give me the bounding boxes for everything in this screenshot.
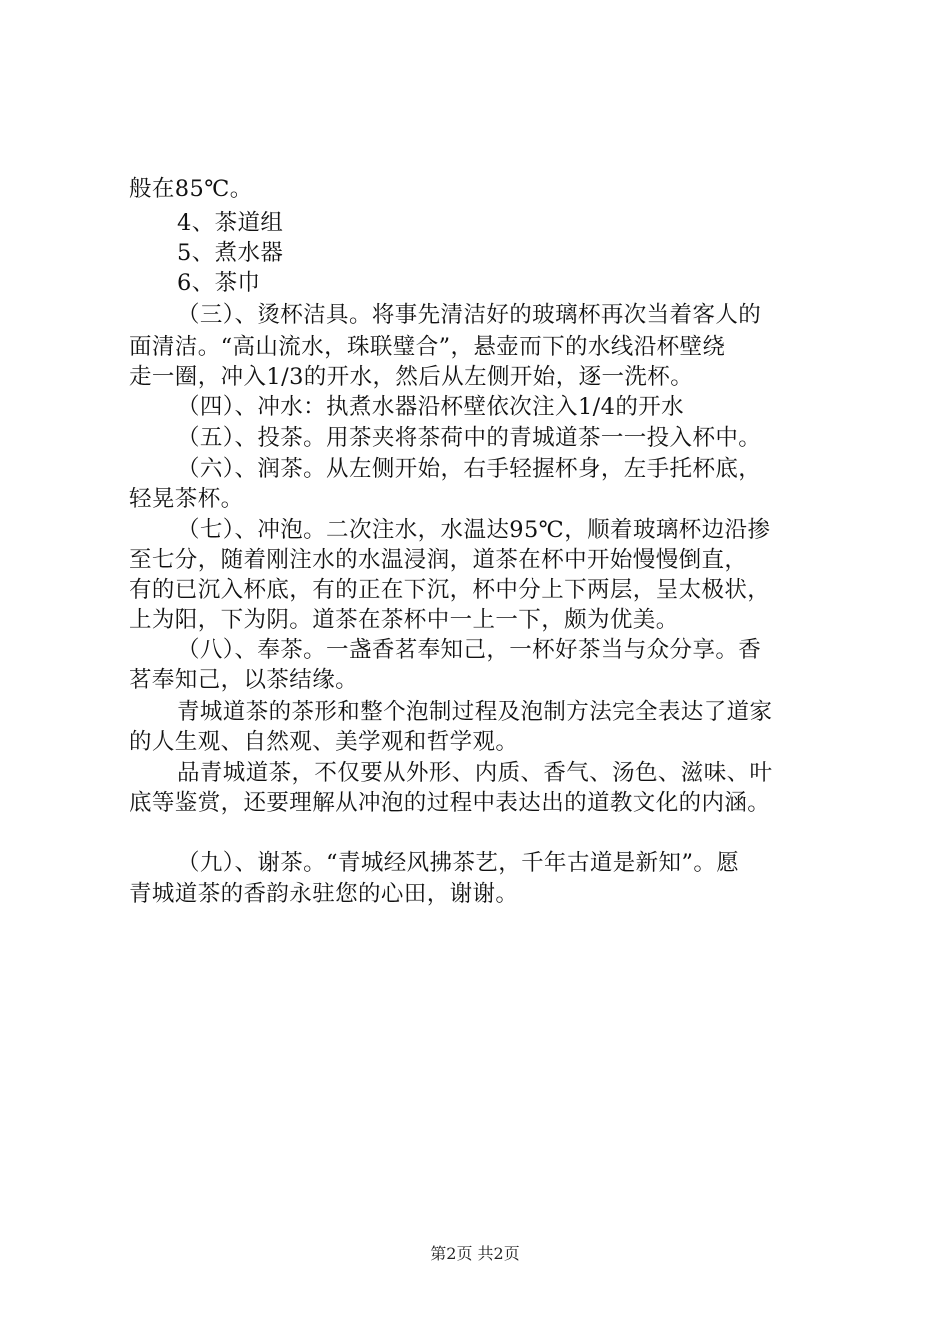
paragraph-line: 走一圈，冲入1/3的开水，然后从左侧开始，逐一洗杯。 bbox=[129, 364, 694, 390]
paragraph-line: （七）、冲泡。二次注水，水温达95℃，顺着玻璃杯边沿掺 bbox=[177, 517, 771, 543]
paragraph-line: （四）、冲水：执煮水器沿杯壁依次注入1/4的开水 bbox=[177, 394, 685, 420]
paragraph-line: 青城道茶的茶形和整个泡制过程及泡制方法完全表达了道家 bbox=[177, 699, 773, 725]
paragraph-line: 青城道茶的香韵永驻您的心田，谢谢。 bbox=[129, 881, 519, 907]
paragraph-line: （八）、奉茶。一盏香茗奉知己，一杯好茶当与众分享。香 bbox=[177, 637, 762, 663]
paragraph-line: 有的已沉入杯底，有的正在下沉，杯中分上下两层，呈太极状， bbox=[129, 577, 771, 603]
list-item: 5、煮水器 bbox=[177, 240, 284, 266]
list-item: 4、茶道组 bbox=[177, 210, 284, 236]
page-footer: 第2页 共2页 bbox=[430, 1244, 520, 1263]
paragraph-line: 底等鉴赏，还要理解从冲泡的过程中表达出的道教文化的内涵。 bbox=[129, 790, 771, 816]
paragraph-line: 上为阳，下为阴。道茶在茶杯中一上一下，颇为优美。 bbox=[129, 607, 679, 633]
paragraph-line: 品青城道茶，不仅要从外形、内质、香气、汤色、滋味、叶 bbox=[177, 760, 773, 786]
paragraph-line: （九）、谢茶。“青城经风拂茶艺，千年古道是新知”。愿 bbox=[177, 850, 740, 876]
paragraph-line: 茗奉知己，以茶结缘。 bbox=[129, 667, 359, 693]
paragraph-line: （三）、烫杯洁具。将事先清洁好的玻璃杯再次当着客人的 bbox=[177, 302, 762, 328]
paragraph-line: 至七分，随着刚注水的水温浸润，道茶在杯中开始慢慢倒直， bbox=[129, 547, 748, 573]
paragraph-line: 轻晃茶杯。 bbox=[129, 486, 244, 512]
paragraph-line: 面清洁。“高山流水，珠联璧合”，悬壶而下的水线沿杯壁绕 bbox=[129, 334, 726, 360]
paragraph-line: 的人生观、自然观、美学观和哲学观。 bbox=[129, 729, 519, 755]
list-item: 6、茶巾 bbox=[177, 270, 261, 296]
paragraph-line: （五）、投茶。用茶夹将茶荷中的青城道茶一一投入杯中。 bbox=[177, 425, 762, 451]
paragraph-line: （六）、润茶。从左侧开始，右手轻握杯身，左手托杯底， bbox=[177, 456, 762, 482]
paragraph-line: 般在85℃。 bbox=[129, 176, 253, 202]
